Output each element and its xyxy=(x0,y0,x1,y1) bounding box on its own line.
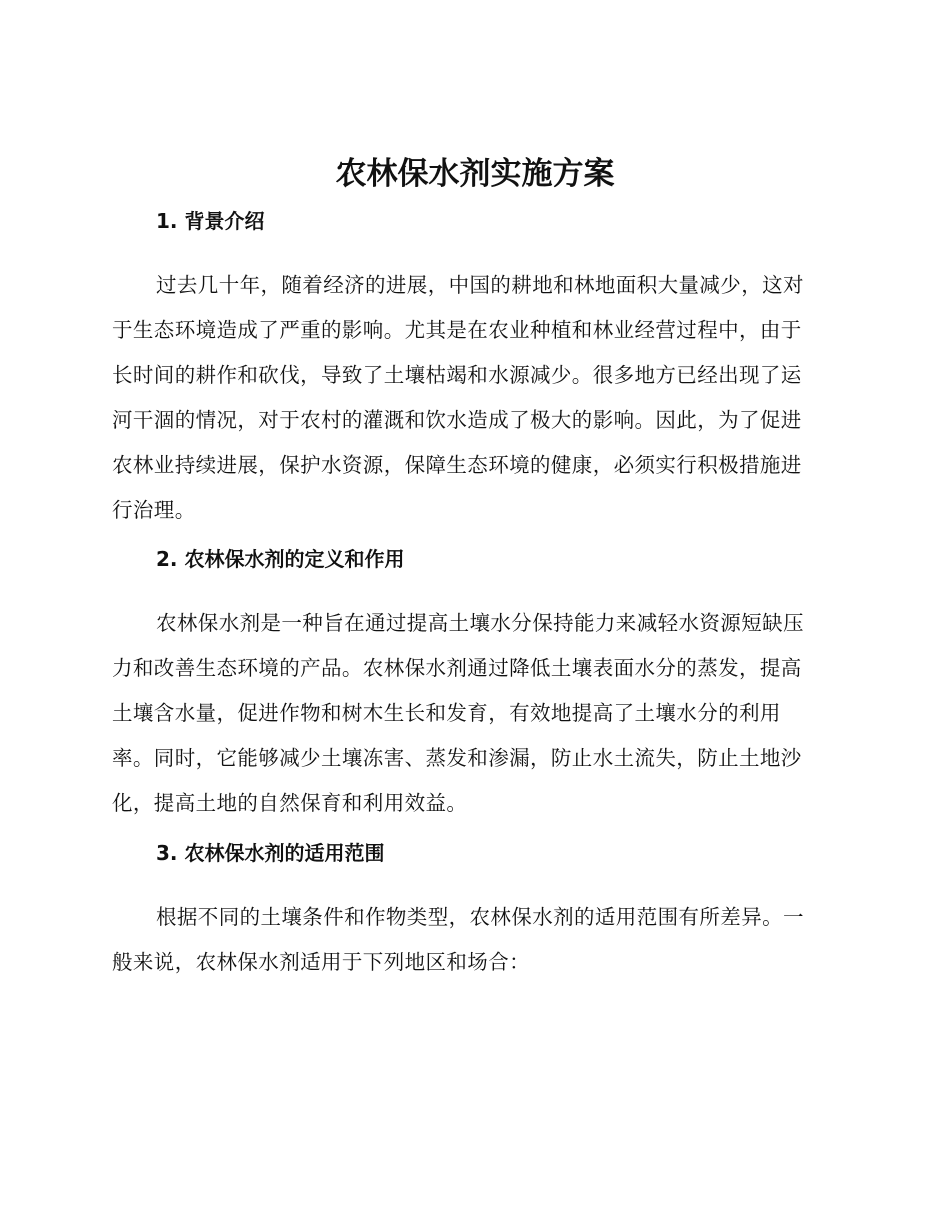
section-paragraph xyxy=(112,895,832,985)
paragraph-line: 根据不同的土壤条件和作物类型，农林保水剂的适用范围有所差异。一 xyxy=(156,905,804,929)
paragraph-line: 般来说，农林保水剂适用于下列地区和场合： xyxy=(112,950,530,974)
paragraph-line: 力和改善生态环境的产品。农林保水剂通过降低土壤表面水分的蒸发，提高 xyxy=(112,656,802,680)
paragraph-line: 行治理。 xyxy=(112,498,196,522)
document-title: 农林保水剂实施方案 xyxy=(335,156,615,192)
section-scope xyxy=(112,838,832,985)
section-background xyxy=(112,206,832,533)
paragraph-line: 率。同时，它能够减少土壤冻害、蒸发和渗漏，防止水土流失，防止土地沙 xyxy=(112,746,802,770)
section-paragraph xyxy=(112,601,832,826)
paragraph-line: 土壤含水量，促进作物和树木生长和发育，有效地提高了土壤水分的利用 xyxy=(112,701,781,725)
section-heading: 2. 农林保水剂的定义和作用 xyxy=(156,547,405,571)
paragraph-line: 长时间的耕作和砍伐，导致了土壤枯竭和水源减少。很多地方已经出现了运 xyxy=(112,363,802,387)
paragraph-line: 河干涸的情况，对于农村的灌溉和饮水造成了极大的影响。因此，为了促进 xyxy=(112,408,802,432)
section-definition xyxy=(112,544,832,826)
paragraph-line: 农林业持续进展，保护水资源，保障生态环境的健康，必须实行积极措施进 xyxy=(112,453,802,477)
paragraph-line: 化，提高土地的自然保育和利用效益。 xyxy=(112,791,468,815)
paragraph-line: 过去几十年，随着经济的进展，中国的耕地和林地面积大量减少，这对 xyxy=(156,273,804,297)
section-heading: 1. 背景介绍 xyxy=(156,209,265,233)
section-heading: 3. 农林保水剂的适用范围 xyxy=(156,841,385,865)
paragraph-line: 于生态环境造成了严重的影响。尤其是在农业种植和林业经营过程中，由于 xyxy=(112,318,802,342)
section-paragraph xyxy=(112,263,832,533)
paragraph-line: 农林保水剂是一种旨在通过提高土壤水分保持能力来减轻水资源短缺压 xyxy=(156,611,804,635)
